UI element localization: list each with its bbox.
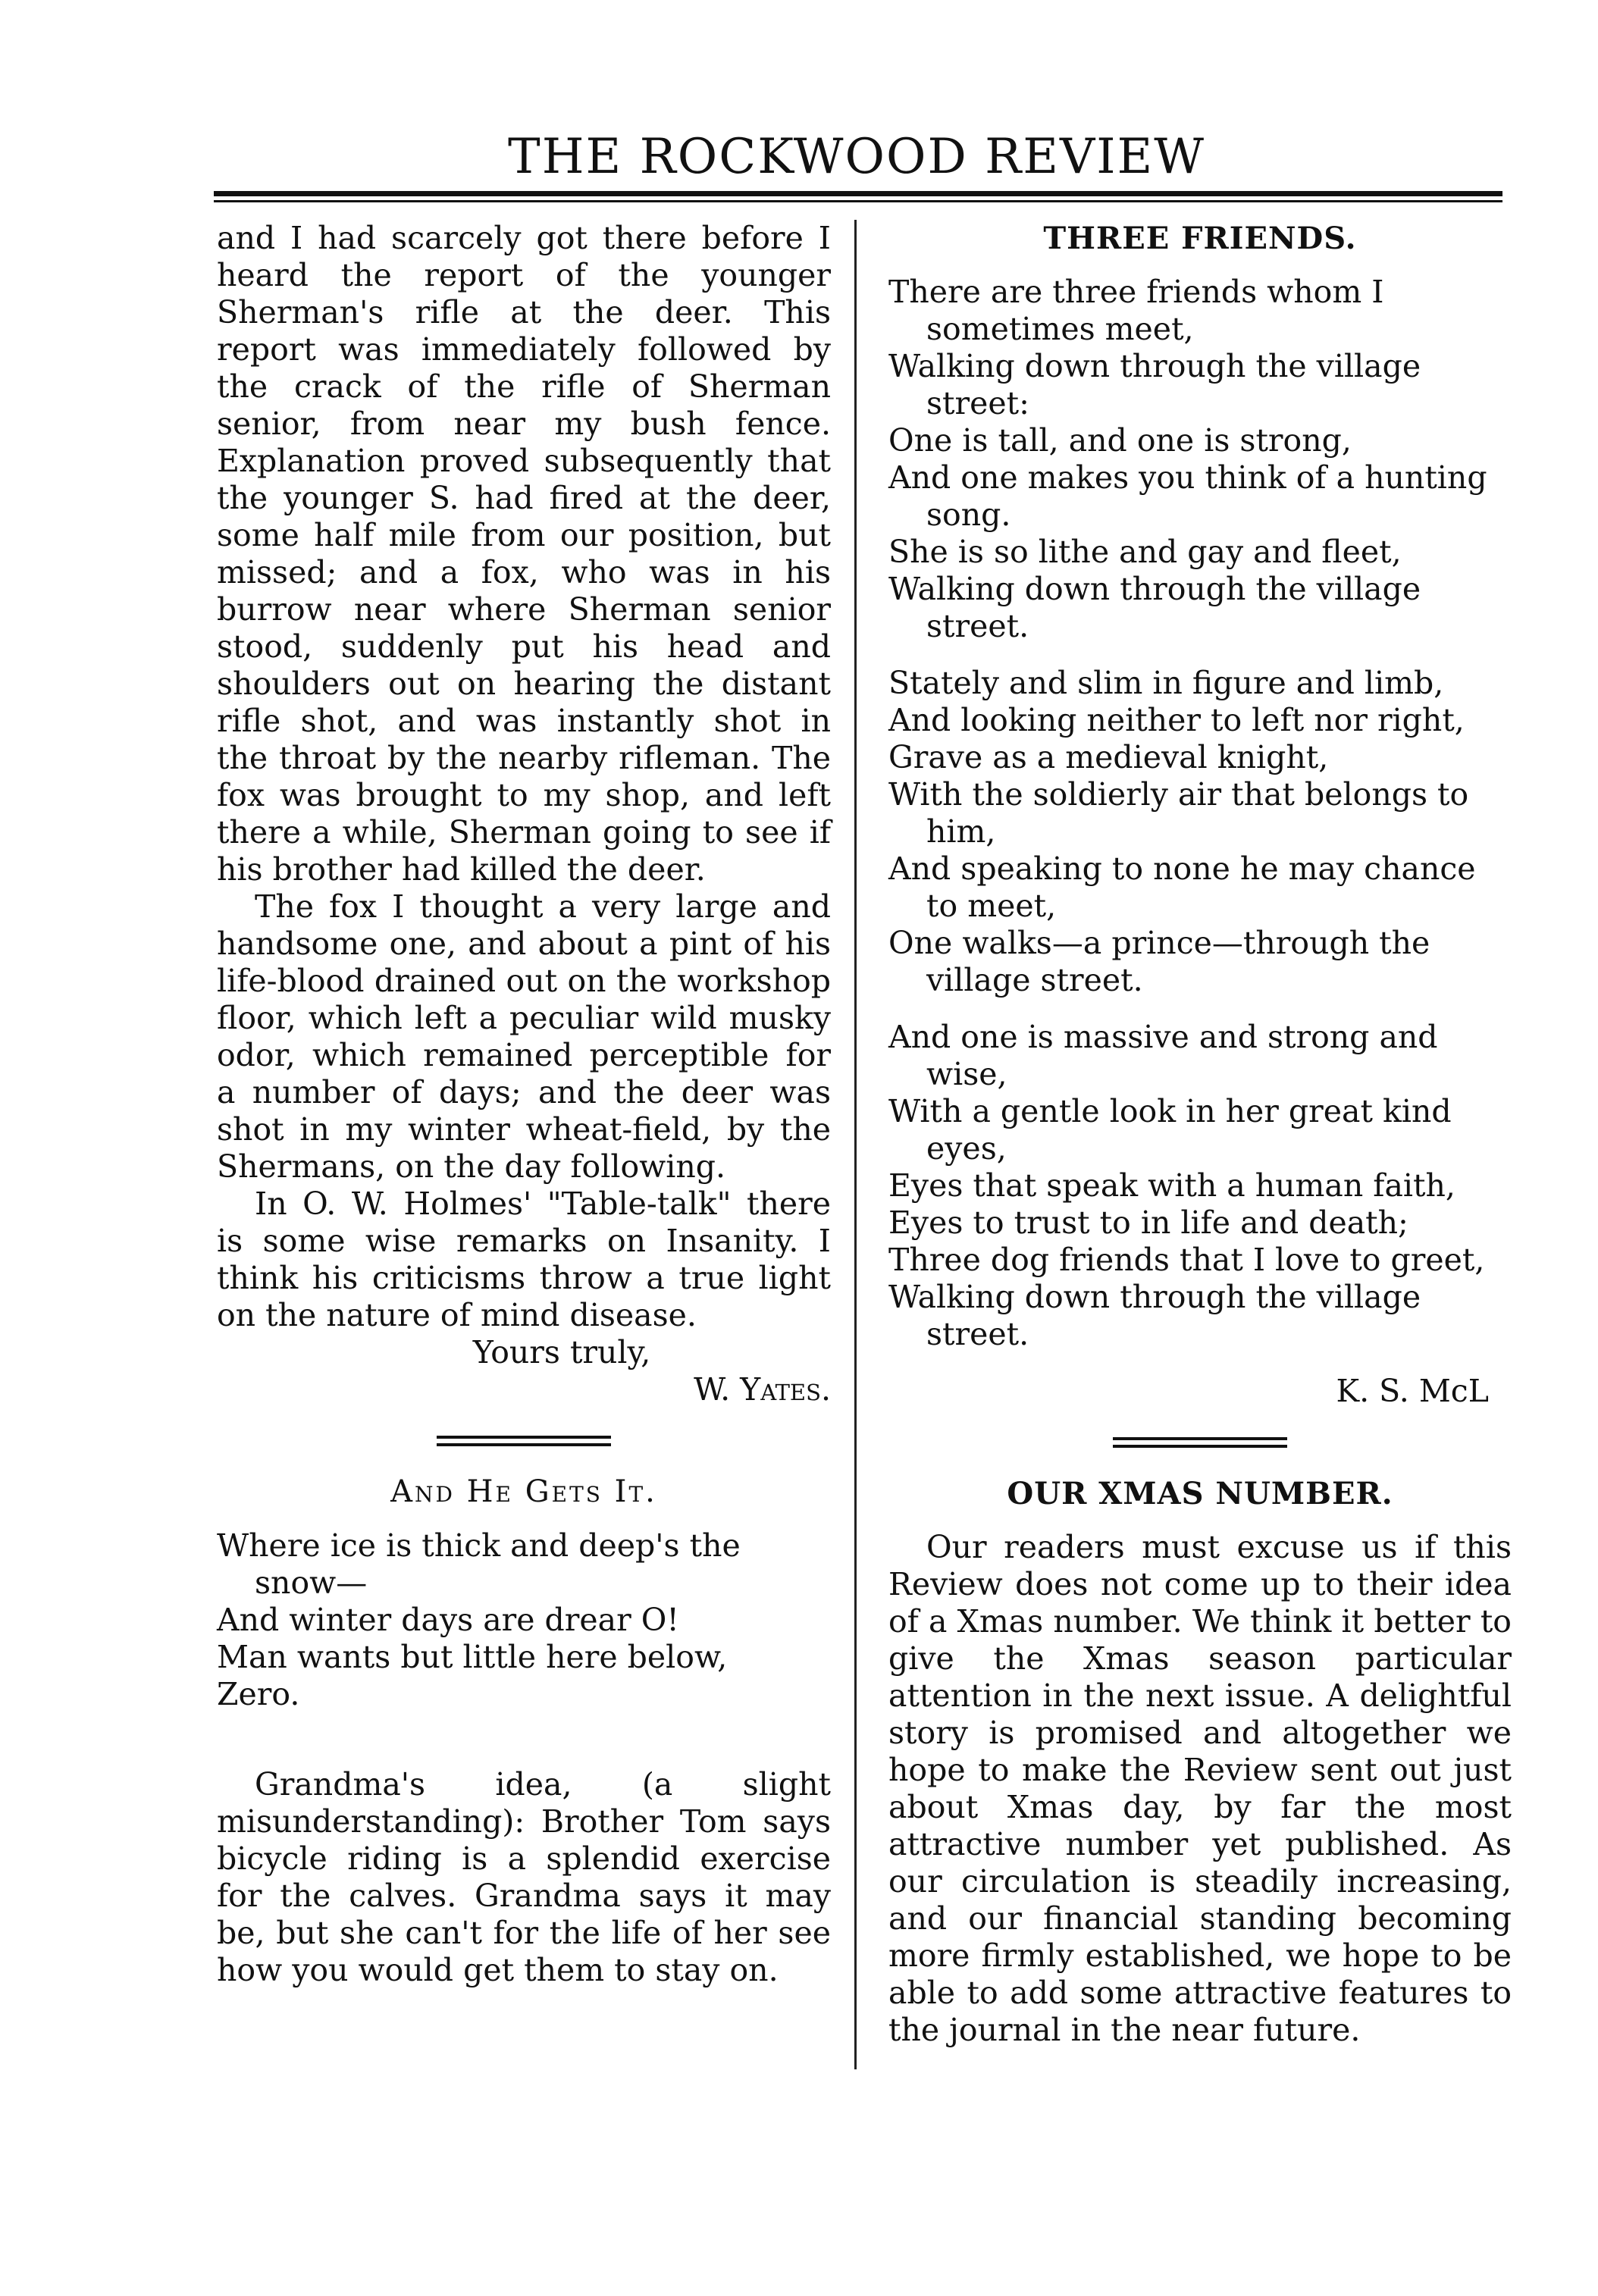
poem-line: One is tall, and one is strong, bbox=[888, 422, 1352, 459]
poem-stanza bbox=[888, 665, 1512, 999]
xmas-paragraph: Our readers must excuse us if this Review does not come up to their idea of a Xmas number. We think it better to give the Xmas season particular attention in the next issue. A delightful story is promised and altogether we hope to make the Review sent out just about Xmas day, by far the most attractive number yet published. As our circulation is steadily increasing, and our financial standing becoming more firmly established, we hope to be able to add some attractive features to the journal in the near future. bbox=[888, 1529, 1512, 2048]
poem-line: Walking down through the village street: bbox=[888, 348, 1421, 421]
poem-line: Walking down through the village street. bbox=[888, 571, 1421, 644]
header-rule-thick bbox=[214, 191, 1502, 196]
poem-line: Walking down through the village street. bbox=[888, 1279, 1421, 1352]
poem-line: And winter days are drear O! bbox=[217, 1602, 679, 1638]
poem-line: Eyes that speak with a human faith, bbox=[888, 1167, 1455, 1204]
poem-line: Where ice is thick and deep's the snow— bbox=[217, 1527, 741, 1601]
poem-line: There are three friends whom I sometimes meet, bbox=[888, 274, 1384, 347]
column-divider bbox=[854, 220, 857, 2069]
poem-line: Grave as a medieval knight, bbox=[888, 739, 1329, 775]
poem-line: Stately and slim in figure and limb, bbox=[888, 665, 1444, 701]
poem-line: And one makes you think of a hunting song. bbox=[888, 459, 1487, 533]
letter-paragraph: In O. W. Holmes' "Table-talk" there is some wise remarks on Insanity. I think his criticisms throw a true light on the nature of mind disease. bbox=[217, 1186, 831, 1333]
header-rule-thin bbox=[214, 200, 1502, 202]
page-header-title: THE ROCKWOOD REVIEW bbox=[508, 129, 1205, 185]
poem-line: Zero. bbox=[217, 1676, 300, 1712]
letter-paragraph: and I had scarcely got there before I heard the report of the younger Sherman's rifle at the deer. This report was immediately followed by the crack of the rifle of Sherman senior, from near my bush fence. Explanation proved subsequently that the younger S. had fired at the deer, some half mile from our position, but missed; and a fox, who was in his burrow near where Sherman senior stood, suddenly put his head and shoulders out on hearing the distant rifle shot, and was instantly shot in the throat by the nearby rifleman. The fox was brought to my shop, and left there a while, Sherman going to see if his brother had killed the deer. bbox=[217, 220, 831, 888]
letter-paragraph: The fox I thought a very large and handsome one, and about a pint of his life-blood drained out on the workshop floor, which left a peculiar wild musky odor, which remained perceptible for a number of days; and the deer was shot in my winter wheat-field, by the Shermans, on the day following. bbox=[217, 888, 831, 1185]
left-column bbox=[217, 220, 831, 1989]
section-separator bbox=[1113, 1437, 1287, 1448]
poem-line: And one is massive and strong and wise, bbox=[888, 1019, 1438, 1092]
poem-and-he-gets-it bbox=[217, 1527, 831, 1713]
poem-line: Eyes to trust to in life and death; bbox=[888, 1204, 1408, 1241]
poem-line: And looking neither to left nor right, bbox=[888, 702, 1465, 738]
poem-line: She is so lithe and gay and fleet, bbox=[888, 534, 1402, 570]
poem-line: With the soldierly air that belongs to him, bbox=[888, 776, 1469, 850]
poem-signature: K. S. McL bbox=[1336, 1373, 1489, 1409]
grandma-paragraph: Grandma's idea, (a slight misunderstanding): Brother Tom says bicycle riding is a splendid exercise for the calves. Grandma says it may be, but she can't for the life of her see how you would get them to stay on. bbox=[217, 1766, 831, 1988]
poem-stanza bbox=[888, 274, 1512, 645]
poem-line: Man wants but little here below, bbox=[217, 1639, 728, 1675]
poem-line: Three dog friends that I love to greet, bbox=[888, 1242, 1485, 1278]
right-column bbox=[888, 220, 1512, 2049]
poem-title-three-friends: THREE FRIENDS. bbox=[1043, 221, 1357, 256]
section-separator bbox=[437, 1436, 611, 1446]
poem-line: One walks—a prince—through the village street. bbox=[888, 925, 1430, 998]
xmas-number-title: OUR XMAS NUMBER. bbox=[1007, 1476, 1393, 1511]
letter-closing: Yours truly, bbox=[472, 1334, 651, 1370]
poem-line: And speaking to none he may chance to meet, bbox=[888, 850, 1476, 924]
poem-stanza bbox=[888, 1019, 1512, 1353]
poem-title-and-he-gets-it: And He Gets It. bbox=[390, 1474, 657, 1509]
poem-line: With a gentle look in her great kind eyes, bbox=[888, 1093, 1452, 1167]
letter-signature: W. Yates. bbox=[694, 1371, 831, 1408]
